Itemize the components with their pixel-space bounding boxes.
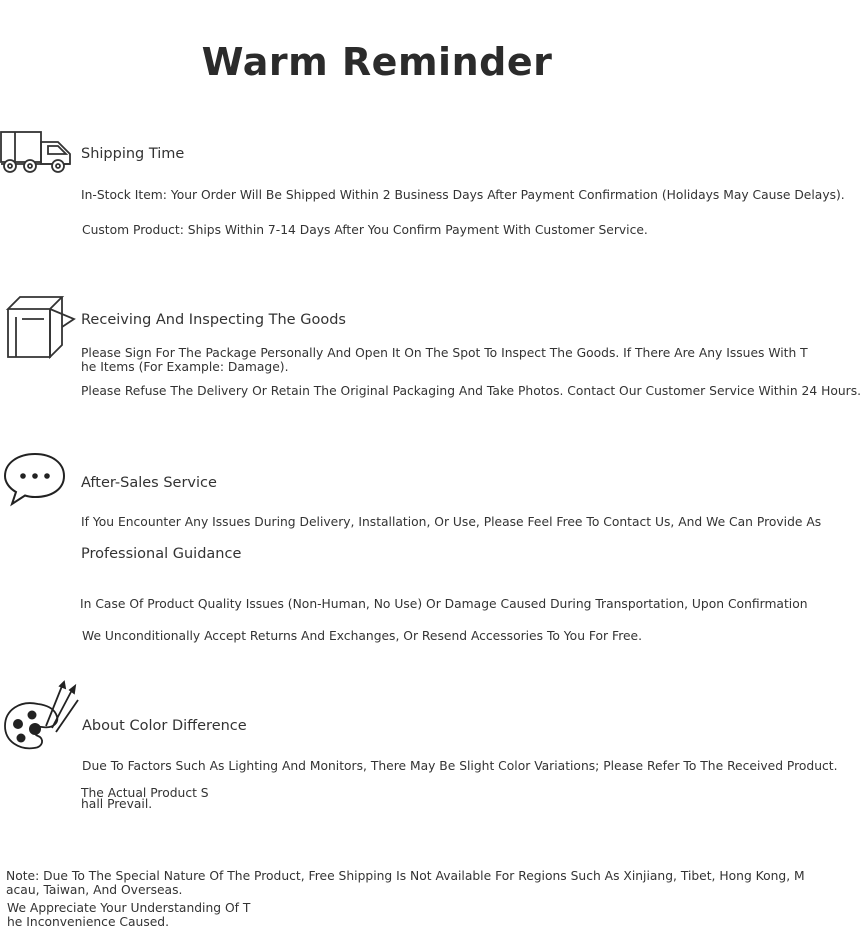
note-appreciation-text-1: We Appreciate Your Understanding Of T — [7, 901, 251, 915]
note-appreciation-text-2: he Inconvenience Caused. — [7, 915, 170, 929]
page-title: Warm Reminder — [201, 40, 553, 84]
shipping-in-stock-text: In-Stock Item: Your Order Will Be Shipped Within 2 Business Days After Payment Confirmation (Holidays May Cause Delays). — [81, 188, 845, 202]
after-sales-contact-text: If You Encounter Any Issues During Delivery, Installation, Or Use, Please Feel Free To Contact Us, And We Can Provide As — [81, 515, 822, 529]
section-heading-shipping-time: Shipping Time — [81, 146, 185, 162]
color-actual-product-text-1: The Actual Product S — [81, 786, 209, 800]
section-heading-after-sales: After-Sales Service — [81, 475, 217, 491]
color-actual-product-text-2: hall Prevail. — [81, 797, 153, 811]
after-sales-quality-text: In Case Of Product Quality Issues (Non-Human, No Use) Or Damage Caused During Transportation, Upon Confirmation — [80, 597, 808, 611]
note-text-1: Note: Due To The Special Nature Of The Product, Free Shipping Is Not Available For Regions Such As Xinjiang, Tibet, Hong Kong, M — [6, 869, 805, 883]
section-heading-receiving: Receiving And Inspecting The Goods — [81, 312, 346, 328]
after-sales-guidance-label: Professional Guidance — [81, 546, 242, 562]
delivery-truck-icon — [0, 128, 78, 176]
open-box-icon — [4, 295, 78, 363]
chat-bubble-icon — [2, 450, 70, 510]
paint-palette-icon — [2, 682, 80, 752]
section-heading-color-difference: About Color Difference — [82, 718, 247, 734]
receiving-inspect-text-1: Please Sign For The Package Personally And Open It On The Spot To Inspect The Goods. If There Are Any Issues With T — [81, 346, 808, 360]
note-text-2: acau, Taiwan, And Overseas. — [6, 883, 183, 897]
receiving-inspect-text-2: he Items (For Example: Damage). — [81, 360, 289, 374]
shipping-custom-text: Custom Product: Ships Within 7-14 Days After You Confirm Payment With Customer Service. — [82, 223, 648, 237]
after-sales-returns-text: We Unconditionally Accept Returns And Exchanges, Or Resend Accessories To You For Free. — [82, 629, 643, 643]
color-difference-text: Due To Factors Such As Lighting And Monitors, There May Be Slight Color Variations; Please Refer To The Received Product. — [82, 759, 838, 773]
receiving-refuse-text: Please Refuse The Delivery Or Retain The Original Packaging And Take Photos. Contact Our Customer Service Within 24 Hours. — [81, 384, 861, 398]
